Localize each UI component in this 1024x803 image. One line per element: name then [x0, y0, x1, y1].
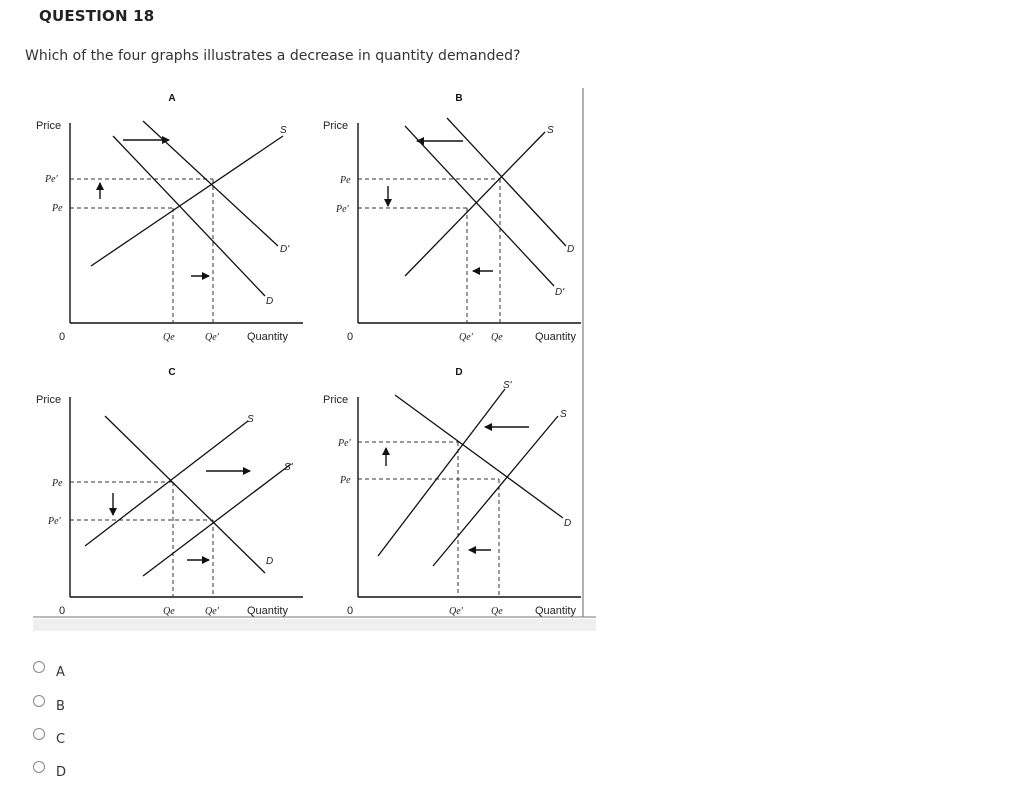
graph-c-x-tick-high: Qe' [205, 606, 219, 617]
graph-c-demand-label: D [266, 556, 274, 567]
graph-d-supply-label: S [560, 409, 567, 420]
graph-b-x-tick-low: Qe' [459, 332, 473, 343]
graph-d-supply-new-label: S' [503, 380, 512, 391]
graph-b-y-tick-low: Pe' [336, 204, 349, 215]
graphs-figure [33, 86, 596, 632]
option-c-radio[interactable] [33, 728, 45, 740]
option-b-label[interactable]: B [56, 698, 65, 714]
graph-b-y-tick-high: Pe [340, 175, 351, 186]
graph-a [36, 93, 303, 343]
graph-b-supply-label: S [547, 125, 554, 136]
graph-d-demand-label: D [564, 518, 572, 529]
option-d-radio[interactable] [33, 761, 45, 773]
graph-c-x-tick-low: Qe [163, 606, 175, 617]
graph-a-y-tick-high: Pe' [45, 174, 58, 185]
graph-a-y-tick-low: Pe [52, 203, 63, 214]
option-d[interactable] [33, 757, 113, 780]
option-c[interactable] [33, 724, 113, 747]
question-number: QUESTION 18 [39, 7, 155, 25]
graph-b-x-axis-label: Quantity [535, 331, 576, 343]
graph-d-x-axis-label: Quantity [535, 605, 576, 617]
option-c-label[interactable]: C [56, 731, 66, 747]
graph-d-x-tick-high: Qe [491, 606, 503, 617]
graph-a-demand-label: D [266, 296, 274, 307]
option-b[interactable] [33, 691, 113, 714]
graph-d [323, 367, 581, 617]
graph-b-demand-new-label: D' [555, 287, 565, 298]
option-a-label[interactable]: A [56, 664, 65, 680]
graph-b-y-axis-label: Price [323, 120, 349, 132]
graph-d-origin: 0 [347, 605, 354, 617]
graph-a-x-tick-high: Qe' [205, 332, 219, 343]
graph-c-y-tick-high: Pe [52, 478, 63, 489]
graph-c-origin: 0 [59, 605, 66, 617]
graph-c-x-axis-label: Quantity [247, 605, 288, 617]
graph-a-demand-new-label: D' [280, 244, 290, 255]
graph-b-origin: 0 [347, 331, 354, 343]
graph-a-y-axis-label: Price [36, 120, 62, 132]
option-a-radio[interactable] [33, 661, 45, 673]
graph-d-y-tick-low: Pe [340, 475, 351, 486]
graph-b-demand-label: D [567, 244, 575, 255]
graph-c-supply-label: S [247, 414, 254, 425]
graph-a-supply-label: S [280, 125, 287, 136]
option-a[interactable] [33, 657, 113, 680]
graph-b-title: B [455, 93, 463, 104]
option-b-radio[interactable] [33, 695, 45, 707]
graph-c-y-tick-low: Pe' [48, 516, 61, 527]
graph-d-y-tick-high: Pe' [338, 438, 351, 449]
graph-c-title: C [168, 367, 176, 378]
question-text: Which of the four graphs illustrates a decrease in quantity demanded? [25, 48, 521, 64]
graph-b-x-tick-high: Qe [491, 332, 503, 343]
option-d-label[interactable]: D [56, 764, 67, 780]
graph-d-y-axis-label: Price [323, 394, 349, 406]
graph-d-x-tick-low: Qe' [449, 606, 463, 617]
graph-a-origin: 0 [59, 331, 66, 343]
graph-a-x-axis-label: Quantity [247, 331, 288, 343]
graph-b [323, 93, 581, 343]
graph-d-title: D [455, 367, 463, 378]
graph-c [36, 367, 303, 617]
graph-c-supply-new-label: S' [284, 462, 293, 473]
graph-a-x-tick-low: Qe [163, 332, 175, 343]
graph-a-title: A [168, 93, 176, 104]
graph-c-y-axis-label: Price [36, 394, 62, 406]
